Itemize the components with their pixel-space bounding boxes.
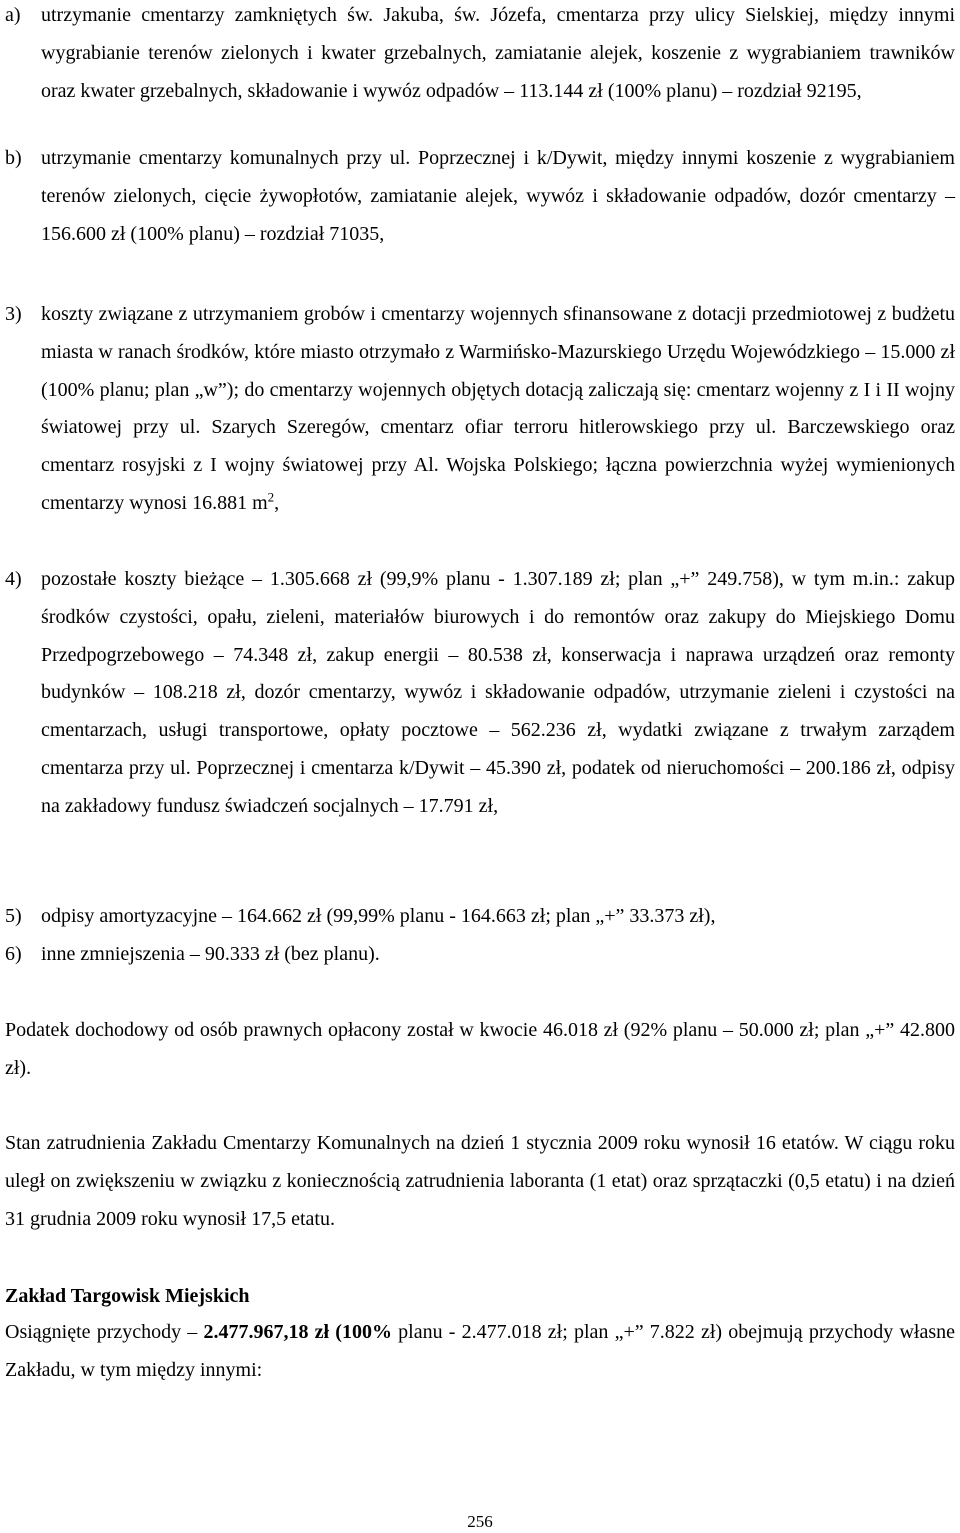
list-item-b — [5, 140, 955, 253]
list-item-text: pozostałe koszty bieżące – 1.305.668 zł (99,9% planu - 1.307.189 zł; plan „+” 249.758), w tym m.in.: zakup środków czystości, opału, zieleni, materiałów biurowych i do remontów oraz zakupy do Miejskiego Domu Przedpogrzebowego – 74.348 zł, zakup energii – 80.538 zł, konserwacja i naprawa urządzeń oraz remonty budynków – 108.218 zł, dozór cmentarzy, wywóz i składowanie odpadów, utrzymanie zieleni i czystości na cmentarzach, usługi transportowe, opłaty pocztowe – 562.236 zł, wydatki związane z trwałym zarządem cmentarza przy ul. Poprzecznej i cmentarza k/Dywit – 45.390 zł, podatek od nieruchomości – 200.186 zł, odpisy na zakładowy fundusz świadczeń socjalnych – 17.791 zł, — [41, 568, 955, 817]
list-item-5 — [5, 898, 955, 936]
list-item-3 — [5, 296, 955, 523]
list-item-text: utrzymanie cmentarzy komunalnych przy ul. Poprzecznej i k/Dywit, między innymi koszenie z wygrabianiem terenów zielonych, cięcie żywopłotów, zamiatanie alejek, wywóz i składowanie odpadów, dozór cmentarzy – 156.600 zł (100% planu) – rozdział 71035, — [41, 147, 955, 245]
revenue-text-end: planu - 2.477.018 zł; plan „+” 7.822 zł) obejmują przychody własne Zakładu, w tym między innymi: — [5, 1321, 955, 1381]
tax-paragraph: Podatek dochodowy od osób prawnych opłacony został w kwocie 46.018 zł (92% planu – 50.000 zł; plan „+” 42.800 zł). — [5, 1019, 955, 1079]
superscript: 2 — [267, 489, 275, 505]
page-number: 256 — [467, 1512, 493, 1531]
list-marker: b) — [5, 147, 22, 169]
list-item-text: koszty związane z utrzymaniem grobów i cmentarzy wojennych sfinansowane z dotacji przedmiotowej z budżetu miasta w ranach środków, które miasto otrzymało z Warmińsko-Mazurskiego Urzędu Wojewódzkiego – 15.000 zł (100% planu; plan „w”); do cmentarzy wojennych objętych dotacją zaliczają się: cmentarz wojenny z I i II wojny światowej przy ul. Szarych Szeregów, cmentarz ofiar terroru hitlerowskiego przy ul. Barczewskiego oraz cmentarz rosyjski z I wojny światowej przy Al. Wojska Polskiego; łączna powierzchnia wyżej wymienionych cmentarzy wynosi 16.881 m — [41, 303, 955, 514]
list-item-6 — [5, 936, 955, 974]
list-marker: 5) — [5, 905, 22, 927]
list-item-tail: , — [274, 491, 280, 514]
list-item-text: utrzymanie cmentarzy zamkniętych św. Jakuba, św. Józefa, cmentarza przy ulicy Sielskiej, między innymi wygrabianie terenów zielonych i kwater grzebalnych, zamiatanie alejek, koszenie z wygrabianiem trawników oraz kwater grzebalnych, składowanie i wywóz odpadów – 113.144 zł (100% planu) – rozdział 92195, — [41, 4, 955, 102]
list-item-4 — [5, 561, 955, 826]
list-item-text: odpisy amortyzacyjne – 164.662 zł (99,99% planu - 164.663 zł; plan „+” 33.373 zł), — [41, 905, 716, 927]
revenue-text-start: Osiągnięte przychody – — [5, 1321, 204, 1343]
section-heading: Zakład Targowisk Miejskich — [5, 1285, 250, 1307]
list-marker: 3) — [5, 303, 22, 325]
list-marker: 6) — [5, 943, 22, 965]
list-marker: 4) — [5, 568, 22, 590]
revenue-amount: 2.477.967,18 zł (100% — [203, 1321, 392, 1343]
list-item-a — [5, 0, 955, 110]
revenue-paragraph — [5, 1314, 955, 1390]
staff-paragraph: Stan zatrudnienia Zakładu Cmentarzy Komunalnych na dzień 1 stycznia 2009 roku wynosił 16 etatów. W ciągu roku uległ on zwiększeniu w związku z koniecznością zatrudnienia laboranta (1 etat) oraz sprzątaczki (0,5 etatu) i na dzień 31 grudnia 2009 roku wynosił 17,5 etatu. — [5, 1132, 955, 1230]
list-marker: a) — [5, 4, 21, 26]
list-item-text: inne zmniejszenia – 90.333 zł (bez planu). — [41, 943, 380, 965]
